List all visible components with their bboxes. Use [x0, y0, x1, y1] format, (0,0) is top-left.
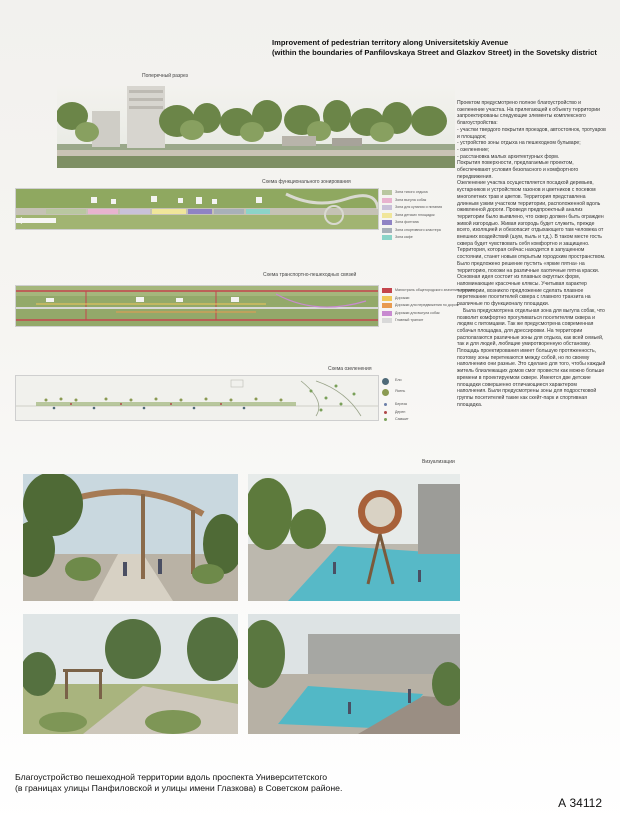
description-paragraph: - расстановка малых архитектурных форм. — [457, 153, 560, 160]
description-paragraph: Проектом предусмотрено полное благоустройство и озеленение участка. На прилегающей к объекту территории запроектированы следующие элементы комплексного благоустройства: — [457, 100, 600, 127]
legend-swatch — [382, 220, 392, 225]
legend-text: Зона фонтана — [395, 220, 419, 224]
description-paragraph: Территория, которая сейчас находится в запущенном состоянии, станет новым открытым городским пространством. Было предложено решение пустить «яркие пятна» на территорию, похожи на различные хаотичные пятна краски. Основная идея состоит из плавных округлых форм, напоминающие красочные кляксы. Учитывая характер территории, возникло предложение сделать плавное перетекание посетителей сквера с главного транзита на различные по функционалу площадки. — [457, 247, 606, 308]
cross-section-image — [57, 86, 455, 168]
legend-text: Магистраль общегородского значения, проезды — [395, 288, 476, 292]
legend-text: Зона детских площадок — [395, 212, 435, 217]
legend-text: Зона кафе — [395, 235, 413, 239]
legend-swatch — [384, 411, 387, 414]
visualization-image — [248, 474, 460, 601]
description-paragraph: Покрытия поверхности, предлагаемые проектом, обеспечивают условия безопасного и комфортного передвижения. — [457, 160, 579, 180]
legend-swatch — [382, 235, 392, 240]
legend-text: Самшит — [395, 417, 409, 421]
visualization-alley — [23, 614, 238, 734]
project-code: А 34112 — [558, 796, 602, 810]
visualizations-label: Визуализации — [422, 459, 455, 465]
transport-plan-image — [16, 286, 378, 326]
russian-title-line-1: Благоустройство пешеходной территории вдоль проспекта Университетского — [15, 772, 328, 782]
visualization-image — [23, 614, 238, 734]
description-paragraph: Была предусмотрена отдельная зона для выгула собак, что позволит комфортно прогуливаться посетителям сквера и людям с питомцами. Так же предусмотрена современная собачья площадка, для дрессировки. На территории располагаются различные зоны для отдыха, как всей семьей, так и для людей, любящие умиротворенную обстановку. Площадь проектирования имеет большую протяженность, поэтому зоны перетекаются между собой, но по своему наполнению они разные. Это сделано для того, чтобы каждый житель близлежащих домов смог провести как можно больше времени в проектируемом сквере. Имеются две детские площадки совершенно отличающиеся характером наполнения. Были предусмотрены зоны для подростковой группы посетителей такие как скейт-парк и спортивная площадка. — [457, 307, 606, 408]
greening-plan-image — [16, 376, 378, 420]
legend-swatch — [382, 311, 392, 316]
transport-scheme-label: Схема транспортно-пешеходных связей — [263, 272, 357, 278]
legend-text: Дерен — [395, 409, 406, 414]
russian-title-line-2: (в границах улицы Панфиловской и улицы имени Глазкова) в Советском районе. — [15, 783, 343, 793]
legend-swatch — [382, 198, 392, 203]
functional-zoning-label: Схема функционального зонирования — [262, 179, 351, 185]
project-description — [457, 100, 607, 408]
english-title-line-2: (within the boundaries of Panfilovskaya Street and Glazkov Street) in the Sovetsky district — [272, 48, 597, 57]
english-title — [272, 38, 602, 58]
legend-swatch — [382, 296, 392, 301]
legend-swatch — [382, 213, 392, 218]
legend-swatch — [382, 288, 392, 293]
description-paragraph: Озеленение участка осуществляется посадкой деревьев, кустарников и устройством газонов и цветников с посевом многолетних трав и цветов. Территория представлена длинным узким участком территории, расположенной вдоль оживленной дороги. Проведя предпроектный анализ территории было выявлено, что сквер должен быть огражден живой изгородью. Живая изгородь будет служить, прежде всего, изоляцией и обезопасит отдыхающего там человека от внешних воздействий (шум, пыль и т.д.). В таком месте гость сквера будет чувствовать себя комфортно и защищено. — [457, 180, 604, 247]
legend-text: Дорожки — [395, 295, 410, 300]
legend-text: Дорожки для выгула собак — [395, 310, 440, 315]
english-title-line-1: Improvement of pedestrian territory along Universitetskiy Avenue — [272, 38, 509, 47]
russian-title — [15, 772, 342, 794]
legend-swatch — [382, 389, 389, 396]
cross-section-render — [57, 86, 455, 168]
legend-text: Ясень — [395, 388, 406, 393]
visualization-water-area — [248, 614, 460, 734]
legend-swatch — [384, 403, 387, 406]
cross-section-label: Поперечный разрез — [142, 73, 188, 79]
visualization-image — [23, 474, 238, 601]
legend-text: Зона тихого отдыха — [395, 190, 428, 194]
zoning-plan-image — [16, 189, 378, 229]
description-paragraph: - устройство зоны отдыха на пешеходном бульваре; — [457, 140, 581, 147]
visualization-pergola — [23, 474, 238, 601]
greening-scheme-label: Схема озеленения — [328, 366, 372, 372]
transport-scheme-plan — [15, 285, 379, 327]
legend-swatch — [382, 190, 392, 195]
legend-text: Зона для купания и питания — [395, 205, 443, 209]
visualization-playground — [248, 474, 460, 601]
legend-swatch — [382, 303, 392, 308]
legend-text: Зона выгула собак — [395, 197, 427, 202]
description-paragraph: - участки твердого покрытия проездов, автостоянок, тротуаров и площадок; — [457, 126, 606, 140]
legend-swatch — [382, 205, 392, 210]
description-paragraph: - озеленение; — [457, 146, 490, 153]
functional-zoning-plan — [15, 188, 379, 230]
legend-swatch — [384, 418, 387, 421]
legend-swatch — [382, 228, 392, 233]
legend-text: Ели — [395, 378, 402, 382]
legend-text: Зона спортивного кластера — [395, 227, 441, 232]
legend-text: Главный транзит — [395, 318, 424, 322]
legend-swatch — [382, 378, 389, 385]
legend-text: Дорожки для передвижения по дороге — [395, 303, 460, 307]
greening-scheme-plan — [15, 375, 379, 421]
legend-text: Береза — [395, 402, 407, 406]
legend-swatch — [382, 318, 392, 323]
visualization-image — [248, 614, 460, 734]
